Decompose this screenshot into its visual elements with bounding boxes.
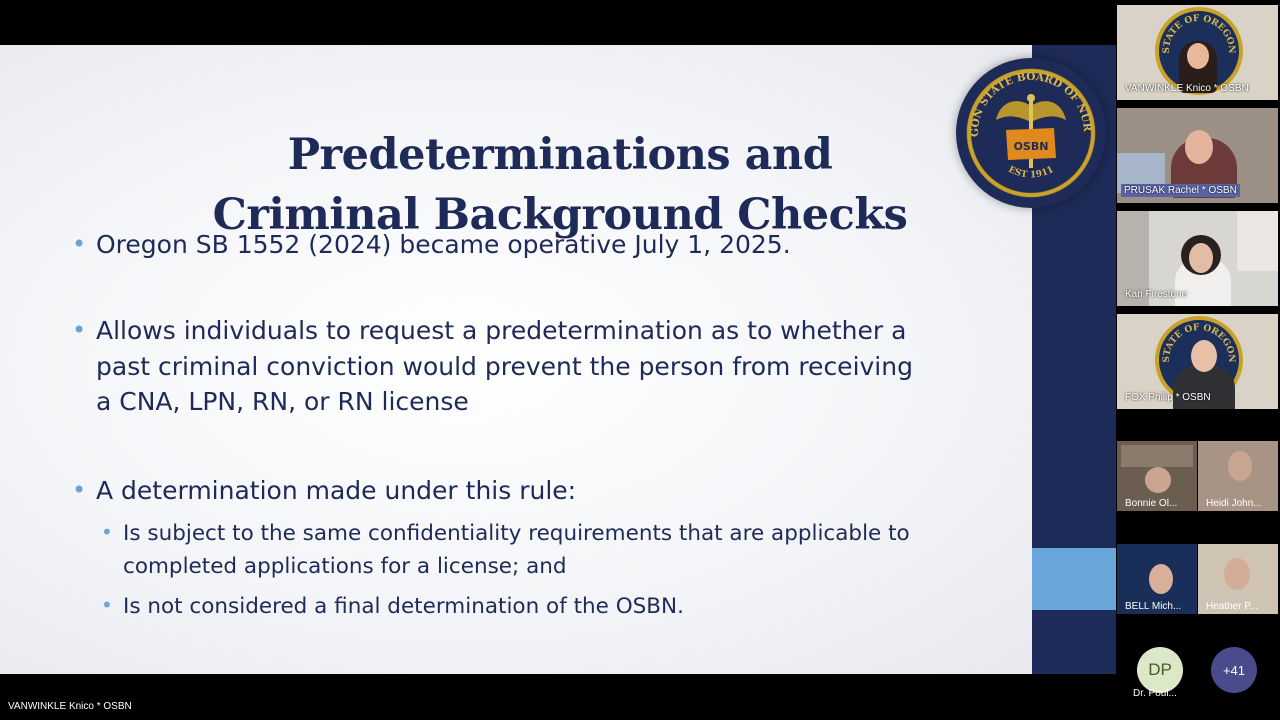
window-background <box>1237 211 1278 271</box>
participant-name: Heather P... <box>1206 601 1259 612</box>
svg-text:OREGON STATE BOARD OF NURSING <box>956 58 1093 137</box>
bullet-item: • Oregon SB 1552 (2024) became operative July 1, 2025. <box>96 227 976 263</box>
participant-name: VANWINKLE Knico * OSBN <box>1125 83 1249 94</box>
bullet-item: • A determination made under this rule: <box>96 473 976 509</box>
participant-name: Kari Firestone <box>1125 289 1188 300</box>
participant-name: Heidi John... <box>1206 498 1262 509</box>
participant-name: BELL Mich... <box>1125 601 1182 612</box>
participant-name: FOX Philip * OSBN <box>1125 392 1211 403</box>
bullet-item: • Allows individuals to request a predetermination as to whether a past criminal conviction would prevent the person from receiving a CNA, LPN, RN, or RN license <box>96 313 976 420</box>
participant-name: Bonnie Ol... <box>1125 498 1178 509</box>
person-face <box>1189 243 1213 273</box>
seal-graphic <box>956 58 1106 208</box>
person-face <box>1145 467 1171 493</box>
person-face <box>1187 43 1209 69</box>
person-face <box>1191 340 1217 372</box>
bullet-icon: • <box>72 316 87 344</box>
seal-bottom-text: EST 1911 <box>1006 164 1056 181</box>
bullet-icon: • <box>72 230 87 258</box>
bullet-icon: • <box>72 476 87 504</box>
room-background <box>1121 445 1193 467</box>
seal-top-text: GON STATE BOARD OF NUR <box>968 70 1094 138</box>
participant-name: PRUSAK Rachel * OSBN <box>1121 184 1240 197</box>
participant-tile[interactable] <box>1117 108 1278 203</box>
osbn-seal-logo <box>956 58 1106 208</box>
bullet-icon: • <box>101 593 113 617</box>
tile-seal-text: STATE OF OREGON <box>1161 322 1237 363</box>
participant-name: Dr. Poul... <box>1133 688 1177 699</box>
person-face <box>1228 451 1252 481</box>
participant-avatar[interactable]: DP <box>1137 647 1183 693</box>
presentation-slide <box>0 45 1032 674</box>
tile-seal-text: STATE OF OREGON <box>1161 13 1237 54</box>
participant-tile[interactable] <box>1117 314 1278 409</box>
slide-title: Predeterminations and Criminal Background Checks <box>212 130 908 240</box>
seal-center-text: OSBN <box>1013 140 1049 153</box>
bullet-icon: • <box>101 520 113 544</box>
person-face <box>1149 564 1173 594</box>
sub-bullet-item: • Is subject to the same confidentiality requirements that are applicable to completed applications for a license; and <box>123 518 973 583</box>
person-face <box>1185 130 1213 164</box>
active-speaker-name: VANWINKLE Knico * OSBN <box>8 701 132 712</box>
sub-bullet-item: • Is not considered a final determination of the OSBN. <box>123 591 973 624</box>
participant-tile[interactable] <box>1117 211 1278 306</box>
more-participants-button[interactable]: +41 <box>1211 647 1257 693</box>
person-face <box>1224 558 1250 590</box>
slide-accent-block <box>1032 548 1116 610</box>
participant-tile[interactable] <box>1117 5 1278 100</box>
